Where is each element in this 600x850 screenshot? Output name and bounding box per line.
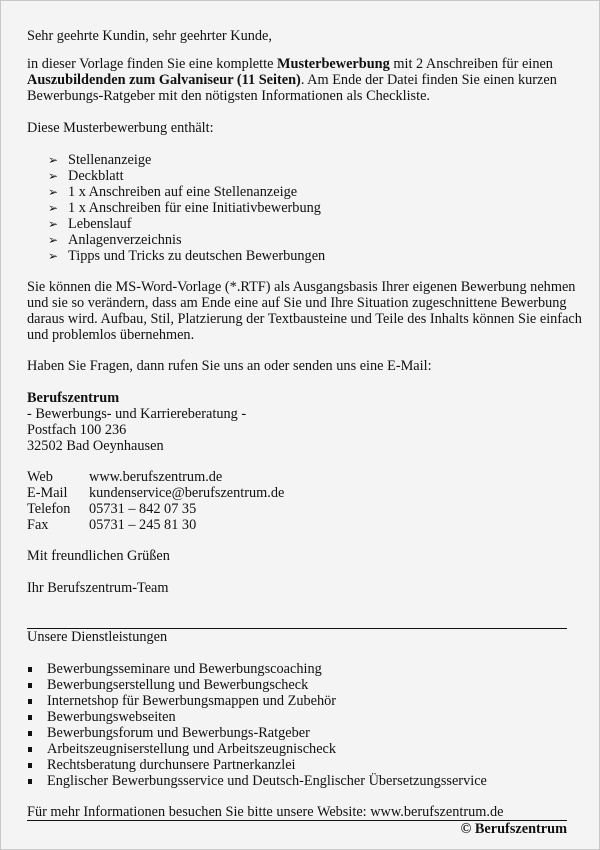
contents-item-label: Anlagenverzeichnis — [68, 232, 182, 248]
contents-heading: Diese Musterbewerbung enthält: — [27, 120, 214, 136]
contents-item-label: 1 x Anschreiben für eine Initiativbewerbung — [68, 200, 321, 216]
greeting: Sehr geehrte Kundin, sehr geehrter Kunde, — [27, 28, 272, 44]
square-bullet-icon — [28, 779, 32, 784]
contact-value: 05731 – 245 81 30 — [89, 517, 197, 533]
intro-paragraph — [27, 56, 572, 104]
signature: Ihr Berufszentrum-Team — [27, 580, 169, 596]
usage-line: und problemlos übernehmen. — [27, 327, 195, 343]
service-item — [27, 741, 572, 757]
service-item-label: Rechtsberatung durchunsere Partnerkanzlei — [47, 757, 296, 773]
contents-item — [27, 216, 572, 232]
arrow-bullet-icon: ➢ — [48, 217, 59, 231]
contact-label: Telefon — [27, 501, 71, 517]
square-bullet-icon — [28, 715, 32, 720]
contents-item-label: Deckblatt — [68, 168, 124, 184]
service-item-label: Bewerbungswebseiten — [47, 709, 176, 725]
contact-block — [27, 469, 572, 533]
contact-label: Fax — [27, 517, 49, 533]
usage-paragraph — [27, 279, 582, 343]
address-city: 32502 Bad Oeynhausen — [27, 438, 164, 454]
copyright: © Berufszentrum — [460, 821, 567, 837]
arrow-bullet-icon: ➢ — [48, 185, 59, 199]
service-item-label: Internetshop für Bewerbungsmappen und Zubehör — [47, 693, 337, 709]
contact-row — [27, 485, 572, 501]
service-item-label: Bewerbungserstellung und Bewerbungscheck — [47, 677, 309, 693]
services-heading: Unsere Dienstleistungen — [27, 629, 168, 645]
contents-item — [27, 248, 572, 264]
contents-item — [27, 152, 572, 168]
service-item — [27, 661, 572, 677]
arrow-bullet-icon: ➢ — [48, 233, 59, 247]
contents-item — [27, 232, 572, 248]
contents-item — [27, 184, 572, 200]
service-item-label: Bewerbungsforum und Bewerbungs-Ratgeber — [47, 725, 310, 741]
square-bullet-icon — [28, 763, 32, 768]
contents-item-label: Tipps und Tricks zu deutschen Bewerbungen — [68, 248, 326, 264]
square-bullet-icon — [28, 667, 32, 672]
contact-value: kundenservice@berufszentrum.de — [89, 485, 285, 501]
service-item — [27, 773, 572, 789]
service-item-label: Bewerbungsseminare und Bewerbungscoaching — [47, 661, 322, 677]
contact-label: E-Mail — [27, 485, 68, 501]
contact-row — [27, 517, 572, 533]
square-bullet-icon — [28, 699, 32, 704]
address-block — [27, 390, 572, 454]
intro-text: Bewerbungs-Ratgeber mit den nötigsten Informationen als Checkliste. — [27, 88, 430, 104]
arrow-bullet-icon: ➢ — [48, 153, 59, 167]
closing: Mit freundlichen Grüßen — [27, 548, 170, 564]
service-item — [27, 757, 572, 773]
service-item-label: Englischer Bewerbungsservice und Deutsch-Englischer Übersetzungsservice — [47, 773, 487, 789]
contact-row — [27, 501, 572, 517]
intro-bold-1: Musterbewerbung — [277, 56, 390, 72]
contents-item — [27, 200, 572, 216]
service-item — [27, 725, 572, 741]
contents-list — [27, 152, 572, 264]
square-bullet-icon — [28, 747, 32, 752]
address-street: Postfach 100 236 — [27, 422, 127, 438]
usage-line: und sie so verändern, dass am Ende eine auf Sie und Ihre Situation zugeschnittene Bewerbung — [27, 295, 567, 311]
company-name: Berufszentrum — [27, 390, 120, 406]
footer-info: Für mehr Informationen besuchen Sie bitte unsere Website: www.berufszentrum.de — [27, 804, 504, 820]
square-bullet-icon — [28, 731, 32, 736]
contact-row — [27, 469, 572, 485]
arrow-bullet-icon: ➢ — [48, 249, 59, 263]
company-tagline: - Bewerbungs- und Karriereberatung - — [27, 406, 247, 422]
contents-item-label: Stellenanzeige — [68, 152, 152, 168]
intro-bold-2: Auszubildenden zum Galvaniseur (11 Seiten) — [27, 72, 301, 88]
contents-item-label: Lebenslauf — [68, 216, 132, 232]
usage-line: daraus wird. Aufbau, Stil, Platzierung der Textbausteine und Teile des Inhalts können Sie einfach — [27, 311, 582, 327]
usage-line: Sie können die MS-Word-Vorlage (*.RTF) als Ausgangsbasis Ihrer eigenen Bewerbung nehmen — [27, 279, 576, 295]
contact-label: Web — [27, 469, 53, 485]
service-item — [27, 677, 572, 693]
contact-value: 05731 – 842 07 35 — [89, 501, 197, 517]
contact-value: www.berufszentrum.de — [89, 469, 223, 485]
arrow-bullet-icon: ➢ — [48, 201, 59, 215]
arrow-bullet-icon: ➢ — [48, 169, 59, 183]
questions: Haben Sie Fragen, dann rufen Sie uns an oder senden uns eine E-Mail: — [27, 358, 432, 374]
service-item — [27, 709, 572, 725]
intro-text: . Am Ende der Datei finden Sie einen kurzen — [300, 72, 557, 88]
services-list — [27, 661, 572, 789]
intro-text: in dieser Vorlage finden Sie eine komplette — [27, 56, 277, 72]
contents-item — [27, 168, 572, 184]
contents-item-label: 1 x Anschreiben auf eine Stellenanzeige — [68, 184, 298, 200]
service-item-label: Arbeitszeugniserstellung und Arbeitszeugnischeck — [47, 741, 337, 757]
service-item — [27, 693, 572, 709]
square-bullet-icon — [28, 683, 32, 688]
intro-text: mit 2 Anschreiben für einen — [389, 56, 553, 72]
